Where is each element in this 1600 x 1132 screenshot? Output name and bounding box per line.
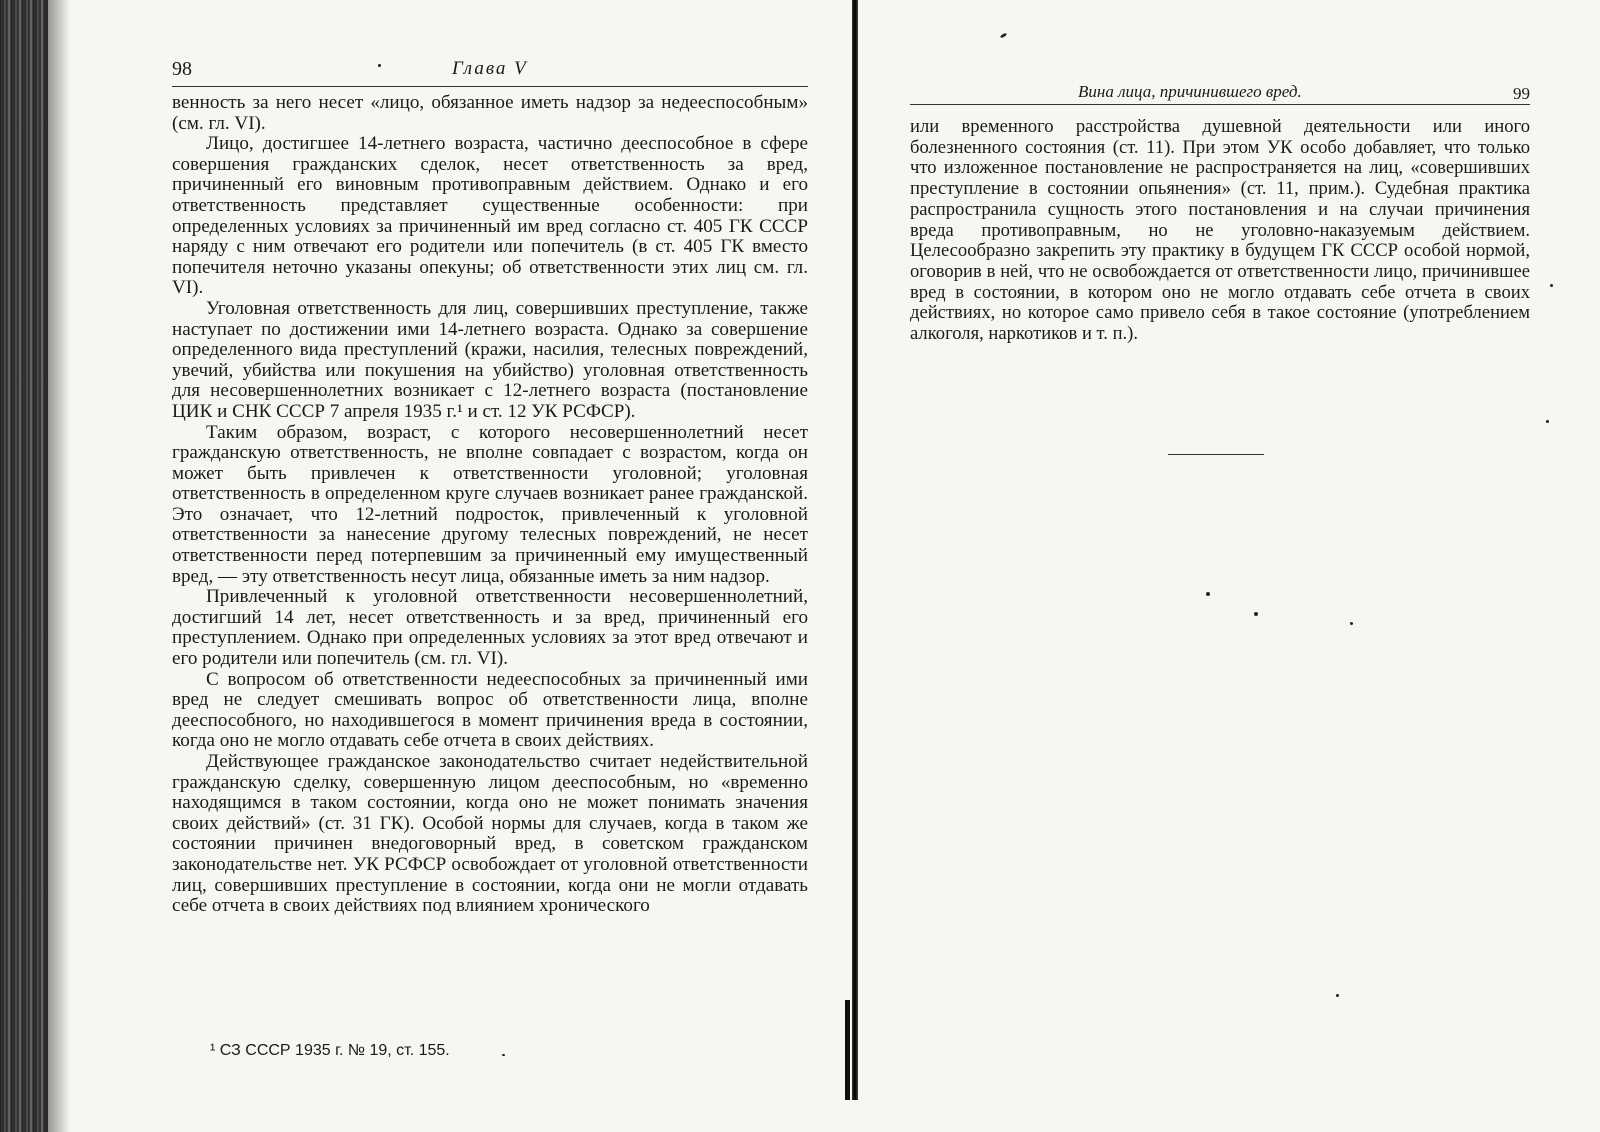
- footnote: ¹ СЗ СССР 1935 г. № 19, ст. 155.: [210, 1042, 450, 1059]
- page-number: 99: [1513, 84, 1530, 103]
- page-number: 98: [172, 58, 192, 80]
- scan-speck: [502, 1054, 505, 1056]
- paragraph: Действующее гражданское законодательство считает недействительной гражданскую сделку, совершенную лицом дееспособным, но «временно находящимся в таком состоянии, когда оно не может понимать значения своих действий» (ст. 31 ГК). Особой нормы для случаев, когда в таком же состоянии причинен внедоговорный вред, в советском гражданском законодательстве нет. УК РСФСР освобождает от уголовной ответственности лиц, совершивших преступление в состоянии, когда они не могли отдавать себе отчета в своих действиях под влиянием хронического: [172, 751, 808, 917]
- scan-speck: [1206, 592, 1210, 596]
- running-head: [910, 82, 1530, 105]
- paragraph: или временного расстройства душевной деятельности или иного болезненного состояния (ст. 11). При этом УК особо добавляет, что только что изложенное постановление не распространяется на лиц, «совершивших преступление в состоянии опьянения» (ст. 11, прим.). Судебная практика распространила сущность этого постановления и на случаи причинения вреда противоправным, но не уголовно-наказуемым действием. Целесообразно закрепить эту практику в будущем ГК СССР особой нормой, оговорив в ней, что не освобождается от ответственности лицо, причинившее вред в состоянии, в котором оно не могло отдавать себе отчета в своих действиях, но которое само привело себя в такое состояние (употреблением алкоголя, наркотиков и т. п.).: [910, 116, 1530, 345]
- right-page: [910, 82, 1530, 345]
- paragraph: С вопросом об ответственности недееспособных за причиненный ими вред не следует смешивать вопрос об ответственности лица, вполне дееспособного, но находившегося в момент причинения вреда в состоянии, когда оно не могло отдавать себе отчета в своих действиях.: [172, 668, 808, 752]
- scan-binding-shadow: [0, 0, 48, 1132]
- paragraph: Привлеченный к уголовной ответственности несовершеннолетний, достигший 14 лет, несет ответственность и за вред, причиненный его преступлением. Однако при определенных условиях за этот вред отвечают и его родители или попечитель (см. гл. VI).: [172, 586, 808, 670]
- scan-speck: [1350, 622, 1353, 625]
- running-head: [172, 56, 808, 87]
- section-title: Вина лица, причинившего вред.: [1078, 82, 1302, 101]
- book-spine-gutter: [852, 0, 858, 1100]
- paragraph: Уголовная ответственность для лиц, совершивших преступление, также наступает по достижении ими 14-летнего возраста. Однако за совершение определенного вида преступлений (кражи, насилия, телесных повреждений, увечий, убийства или покушения на убийство) уголовная ответственность для несовершеннолетних возникает с 12-летнего возраста (постановление ЦИК и СНК СССР 7 апреля 1935 г.¹ и ст. 12 УК РСФСР).: [172, 297, 808, 422]
- scan-speck: [1000, 32, 1008, 38]
- paragraph: венность за него несет «лицо, обязанное иметь надзор за недееспособным» (см. гл. VI).: [172, 92, 808, 134]
- scan-speck: [1546, 420, 1549, 423]
- scan-binding-fade: [44, 0, 70, 1132]
- body-text: [910, 117, 1530, 345]
- body-text: [172, 93, 808, 917]
- section-end-rule: [1168, 454, 1264, 455]
- book-spine-gutter-lower: [845, 1000, 850, 1100]
- paragraph: Таким образом, возраст, с которого несовершеннолетний несет гражданскую ответственность, не вполне совпадает с возрастом, когда он может быть привлечен к ответственности уголовной; уголовная ответственность в определенном круге случаев возникает ранее гражданской. Это означает, что 12-летний подросток, привлеченный к уголовной ответственности за нанесение другому телесных повреждений, не несет ответственности перед потерпевшим за причиненный ему имущественный вред, — эту ответственность несут лица, обязанные иметь за ним надзор.: [172, 421, 808, 587]
- scan-speck: [1254, 612, 1258, 616]
- scan-speck: [1336, 994, 1339, 997]
- scan-speck: [1550, 284, 1553, 287]
- paragraph: Лицо, достигшее 14-летнего возраста, частично дееспособное в сфере совершения гражданских сделок, несет ответственность за вред, причиненный его виновным противоправным действием. Однако и его ответственность представляет существенные особенности: при определенных условиях за причиненный им вред согласно ст. 405 ГК СССР наряду с ним отвечают его родители или попечитель (в ст. 405 ГК вместо попечителя неточно указаны опекуны; об ответственности этих лиц см. гл. VI).: [172, 133, 808, 299]
- chapter-title: Глава V: [452, 58, 528, 79]
- left-page: [172, 56, 808, 917]
